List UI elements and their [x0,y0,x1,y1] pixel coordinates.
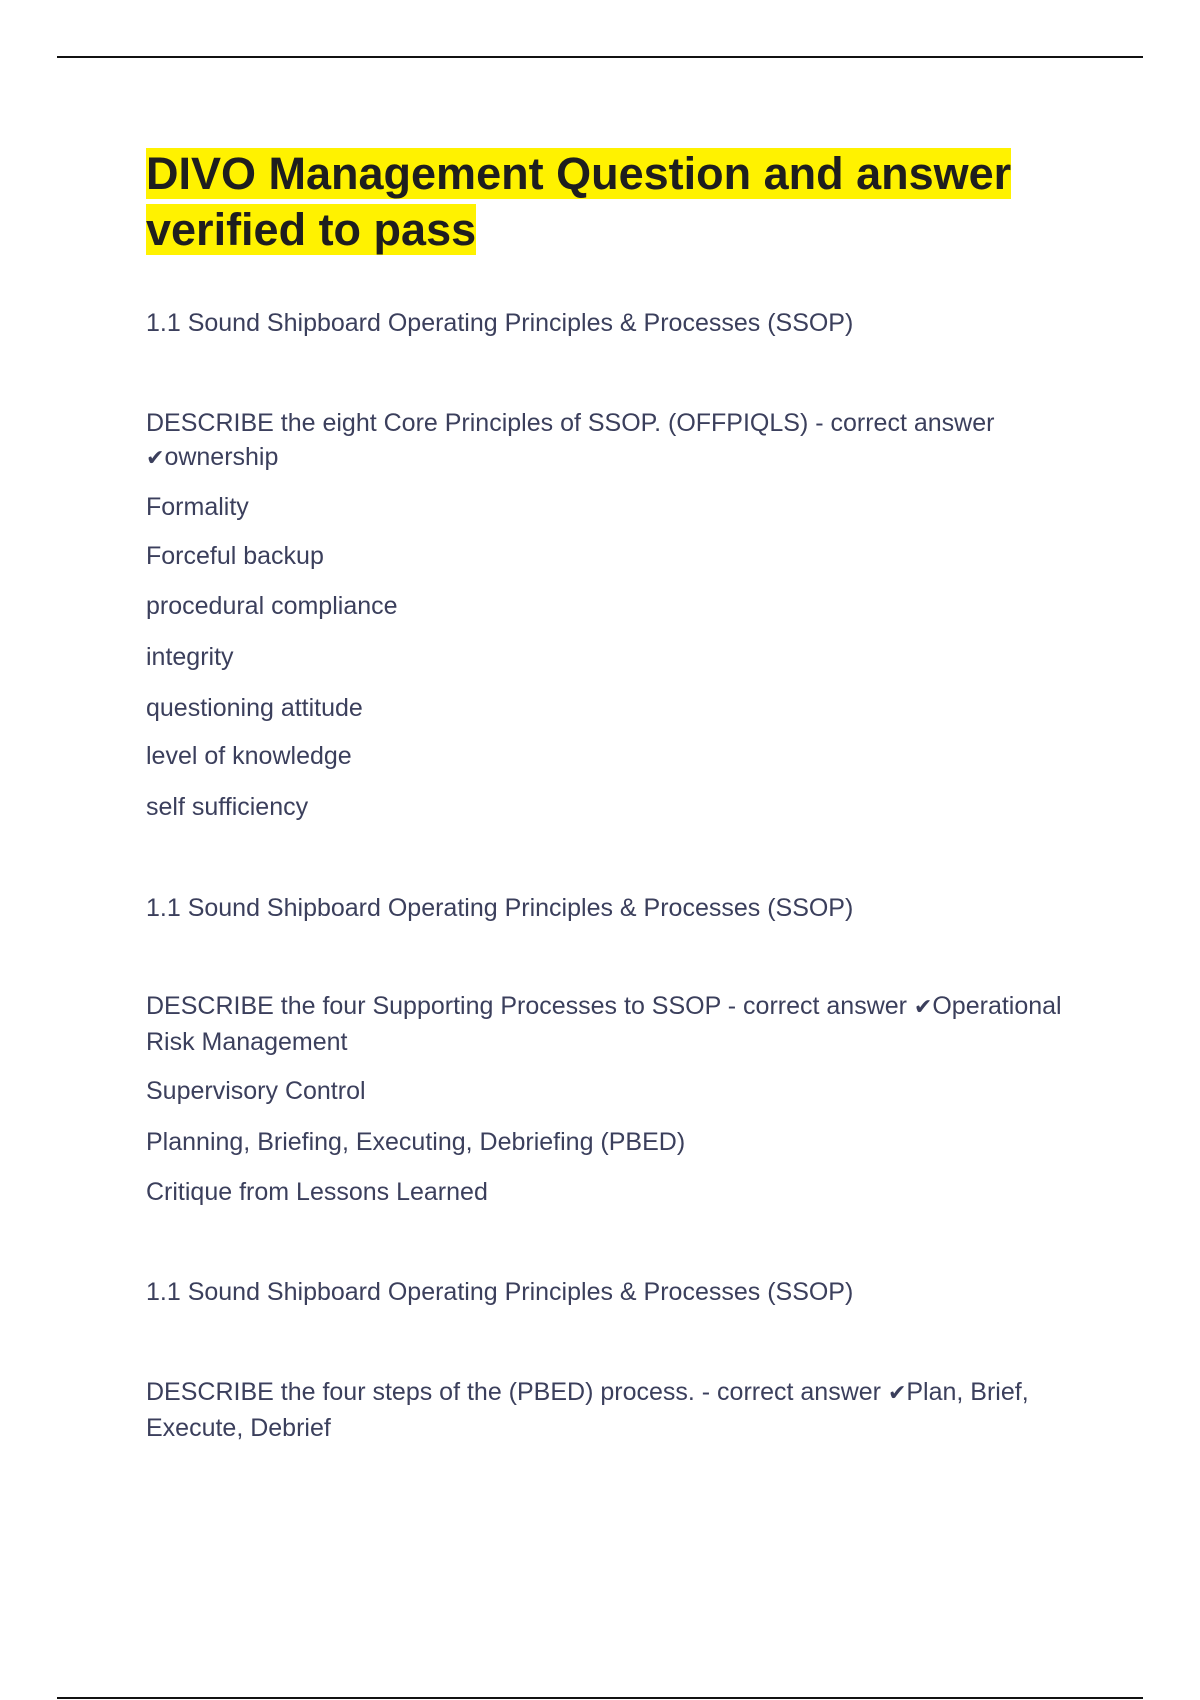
answer-line [146,589,1086,623]
question-prompt: DESCRIBE the four Supporting Processes to SSOP - correct answer [146,992,914,1020]
answer-line [146,539,1086,573]
answer-line [146,1074,1086,1108]
section-heading: 1.1 Sound Shipboard Operating Principles & Processes (SSOP) [146,1278,854,1306]
answer-text: Planning, Briefing, Executing, Debriefing (PBED) [146,1128,686,1156]
answer-text: questioning attitude [146,694,363,722]
section-heading: 1.1 Sound Shipboard Operating Principles & Processes (SSOP) [146,309,854,337]
answer-line [146,1125,1086,1159]
bottom-rule [57,1697,1143,1699]
question-prompt: DESCRIBE the eight Core Principles of SSOP. (OFFPIQLS) - correct answer [146,409,995,437]
check-icon: ✔ [913,995,933,1020]
qa-item-3 [146,1375,1086,1445]
answer-text: Critique from Lessons Learned [146,1178,488,1206]
question-text [146,1375,1086,1445]
answer-line [146,739,1086,773]
answer-text: Formality [146,493,249,521]
question-prompt: DESCRIBE the four steps of the (PBED) process. - correct answer [146,1378,888,1406]
answer-line [146,640,1086,674]
answer-line [146,691,1086,725]
answer-text: Forceful backup [146,542,324,570]
answer-text: self sufficiency [146,793,309,821]
question-text [146,989,1086,1059]
answer-line [146,490,1086,524]
answer-line [146,790,1086,824]
first-answer: ownership [164,443,279,471]
qa-item-1 [146,406,1086,476]
answer-text: level of knowledge [146,742,352,770]
check-icon: ✔ [887,1381,907,1406]
answer-line [146,1175,1086,1209]
document-title-text: DIVO Management Question and answer verified to pass [146,148,1012,255]
document-title [146,146,1086,258]
check-icon: ✔ [146,446,165,471]
first-answer: Plan, Brief, Execute, Debrief [146,1378,1029,1442]
first-answer: Operational Risk Management [146,992,1062,1056]
top-rule [57,56,1143,58]
question-text [146,406,1086,476]
qa-block-2 [146,891,1086,925]
document-body [146,146,1086,1442]
qa-block-3 [146,1275,1086,1309]
answer-text: procedural compliance [146,592,398,620]
answer-text: integrity [146,643,234,671]
qa-item-2 [146,989,1086,1059]
qa-block-1 [146,306,1086,340]
answer-text: Supervisory Control [146,1077,366,1105]
section-heading: 1.1 Sound Shipboard Operating Principles & Processes (SSOP) [146,894,854,922]
